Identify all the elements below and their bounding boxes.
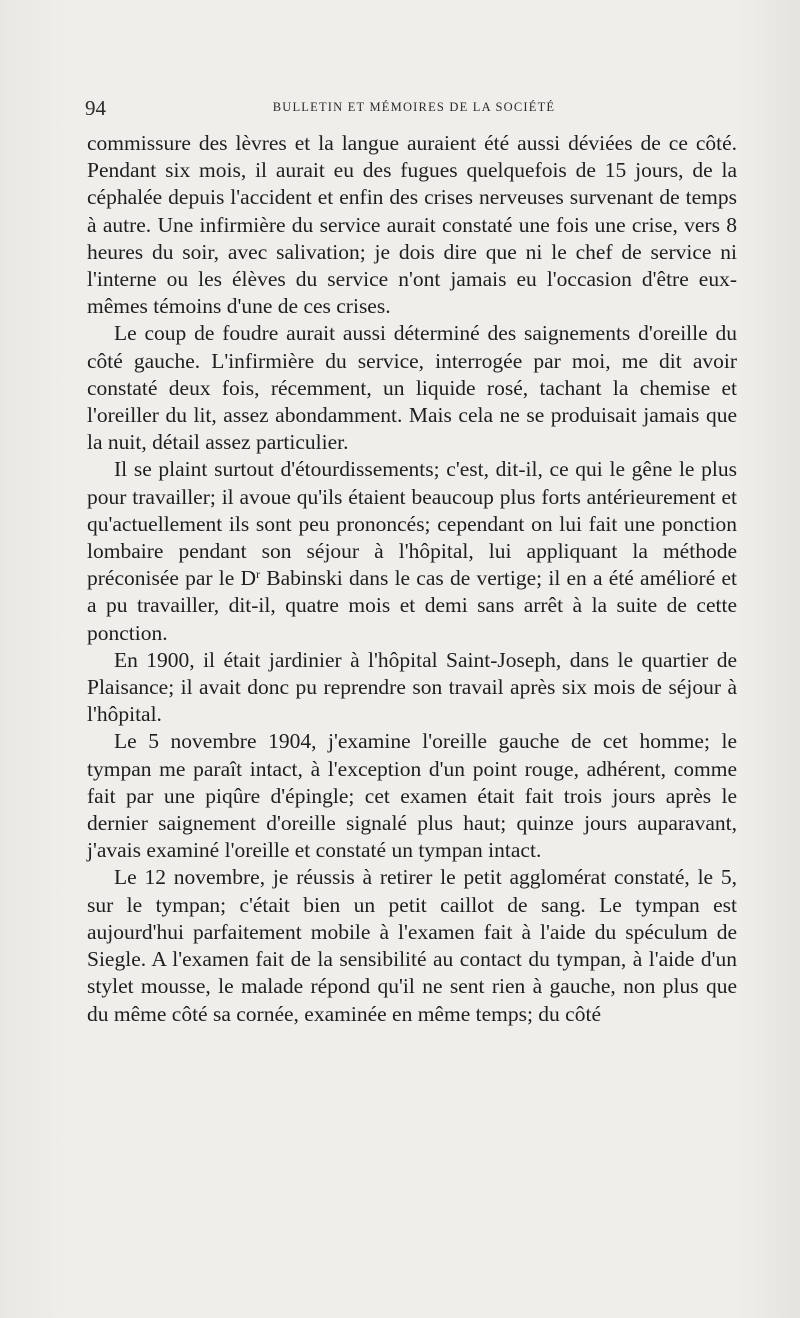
- paragraph-3: [87, 456, 737, 646]
- paragraph-5: Le 5 novembre 1904, j'examine l'oreille gauche de cet homme; le tympan me paraît intact, à l'exception d'un point rouge, adhérent, comme fait par une piqûre d'épingle; cet examen était fait trois jours après le dernier saignement d'oreille signalé plus haut; quinze jours auparavant, j'avais examiné l'oreille et constaté un tympan intact.: [87, 729, 737, 863]
- paragraph-3-text-after: Babinski dans le cas de vertige; il en a été amélioré et a pu travailler, dit-il, quatre mois et demi sans arrêt à la suite de cette ponction.: [87, 566, 737, 645]
- page-header: [85, 92, 743, 122]
- paragraph-6: Le 12 novembre, je réussis à retirer le petit agglomérat constaté, le 5, sur le tympan; c'était bien un petit caillot de sang. Le tympan est aujourd'hui parfaitement mobile à l'examen fait à l'aide du spéculum de Siegle. A l'examen fait de la sensibilité au contact du tympan, à l'aide d'un stylet mousse, le malade répond qu'il ne sent rien à gauche, non plus que du même côté sa cornée, examinée en même temps; du côté: [87, 865, 737, 1026]
- paragraph-3-text-before: Il se plaint surtout d'étourdissements; c'est, dit-il, ce qui le gêne le plus pour travailler; il avoue qu'ils étaient beaucoup plus forts antérieurement et qu'actuellement ils sont peu prononcés; cependant on lui fait une ponction lombaire pendant son séjour à l'hôpital, lui appliquant la méthode préconisée par le D: [87, 457, 737, 591]
- paragraph-4: En 1900, il était jardinier à l'hôpital Saint-Joseph, dans le quartier de Plaisance; il avait donc pu reprendre son travail après six mois de séjour à l'hôpital.: [87, 647, 737, 727]
- paragraph-2: Le coup de foudre aurait aussi déterminé des saignements d'oreille du côté gauche. L'infirmière du service, interrogée par moi, me dit avoir constaté deux fois, récemment, un liquide rosé, tachant la chemise et l'oreiller du lit, assez abondamment. Mais cela ne se produisait jamais que la nuit, détail assez particulier.: [87, 321, 737, 455]
- body-text: [87, 130, 737, 1028]
- doctor-abbrev-superscript: r: [256, 567, 261, 582]
- paragraph-1: commissure des lèvres et la langue auraient été aussi déviées de ce côté. Pendant six mois, il aurait eu des fugues quelquefois de 15 jours, de la céphalée depuis l'accident et enfin des crises nerveuses survenant de temps à autre. Une infirmière du service aurait constaté une fois une crise, vers 8 heures du soir, avec salivation; je dois dire que ni le chef de service ni l'interne ou les élèves du service n'ont jamais eu l'occasion d'être eux-mêmes témoins d'une de ces crises.: [87, 131, 737, 319]
- running-title: BULLETIN ET MÉMOIRES DE LA SOCIÉTÉ: [272, 100, 556, 114]
- page-number: 94: [85, 96, 106, 120]
